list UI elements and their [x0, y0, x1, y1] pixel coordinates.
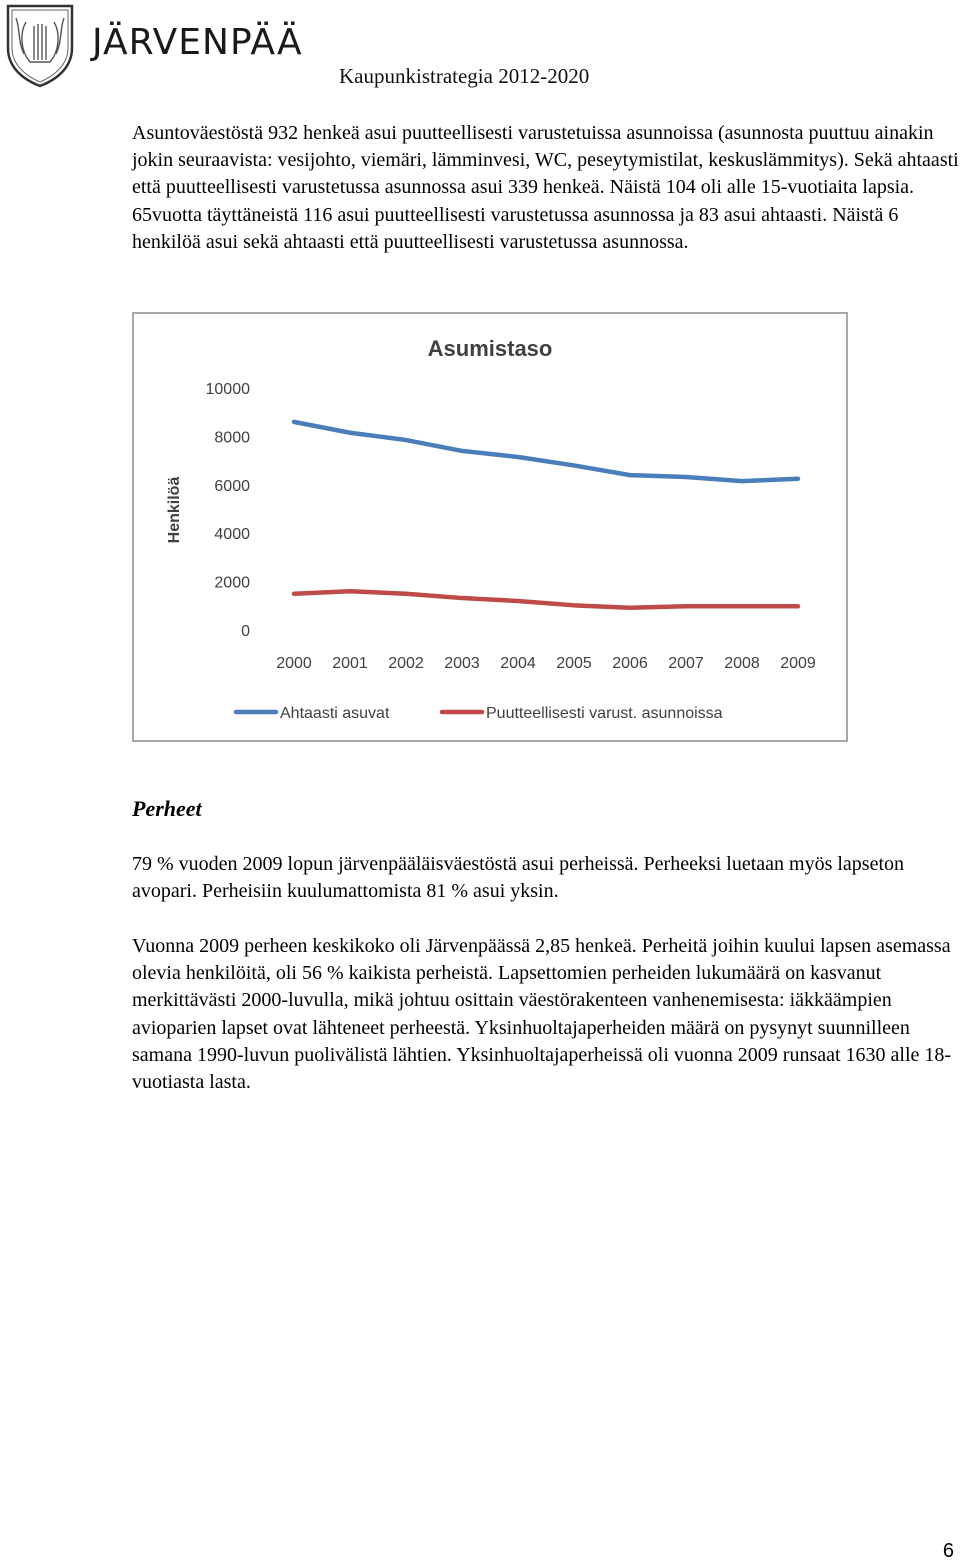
data-point	[797, 477, 800, 480]
x-tick-label: 2003	[444, 655, 480, 672]
data-point	[405, 592, 408, 595]
data-point	[461, 449, 464, 452]
x-tick-label: 2006	[612, 655, 648, 672]
x-tick-label: 2007	[668, 655, 704, 672]
y-tick-label: 0	[241, 623, 250, 640]
city-crest-logo	[2, 2, 78, 88]
y-tick-label: 8000	[214, 429, 250, 447]
x-tick-label: 2009	[780, 655, 816, 672]
data-point	[517, 599, 520, 602]
housing-level-chart	[134, 314, 846, 740]
x-tick-label: 2004	[500, 655, 536, 672]
data-point	[517, 455, 520, 458]
data-point	[629, 606, 632, 609]
legend-label: Ahtaasti asuvat	[280, 705, 390, 722]
data-point	[293, 420, 296, 423]
series-line-1	[294, 422, 798, 481]
data-point	[461, 597, 464, 600]
series-line-2	[294, 591, 798, 607]
section-heading: Perheet	[132, 796, 202, 821]
x-tick-label: 2002	[388, 655, 424, 672]
y-axis-label: Henkilöä	[166, 476, 183, 544]
families-paragraph-2: Vuonna 2009 perheen keskikoko oli Järvenpäässä 2,85 henkeä. Perheitä joihin kuului lapsen asemassa olevia henkilöitä, oli 56 % kaikista perheistä. Lapsettomien perheiden lukumäärä on kasvanut merkittävästi 2000-luvulla, mikä johtuu osittain väestörakenteen vanhenemisesta: iäkkäämpien avioparien lapset ovat lähteneet perheestä. Yksinhuoltajaperheiden määrä on pysynyt suunnilleen samana 1990-luvun puolivälistä lähtien. Yksinhuoltajaperheissä oli vuonna 2009 runsaat 1630 alle 18-vuotiasta lasta.	[132, 935, 952, 1094]
data-point	[293, 592, 296, 595]
x-tick-label: 2000	[276, 655, 312, 672]
intro-paragraph: Asuntoväestöstä 932 henkeä asui puutteellisesti varustetuissa asunnoissa (asunnosta puuttuu ainakin jokin seuraavista: vesijohto, viemäri, lämminvesi, WC, peseytymistilat, keskuslämmitys). Sekä ahtaasti että puutteellisesti varustetussa asunnossa asui 339 henkeä. Näistä 104 oli alle 15-vuotiaita lapsia. 65vuotta täyttäneistä 116 asui puutteellisesti varustetussa asunnossa ja 83 asui ahtaasti. Näistä 6 henkilöä asui sekä ahtaasti että puutteellisesti varustetussa asunnossa.	[132, 122, 959, 253]
data-point	[349, 590, 352, 593]
data-point	[573, 604, 576, 607]
x-tick-label: 2005	[556, 655, 592, 672]
x-tick-label: 2008	[724, 655, 760, 672]
data-point	[685, 476, 688, 479]
y-tick-label: 2000	[214, 574, 250, 592]
data-point	[573, 464, 576, 467]
data-point	[741, 480, 744, 483]
data-point	[797, 605, 800, 608]
families-paragraph-1: 79 % vuoden 2009 lopun järvenpääläisväestöstä asui perheissä. Perheeksi luetaan myös lapseton avopari. Perheisiin kuulumattomista 81 % asui yksin.	[132, 853, 905, 903]
legend-label: Puutteellisesti varust. asunnoissa	[486, 705, 723, 722]
document-title: Kaupunkistrategia 2012-2020	[339, 64, 590, 88]
data-point	[629, 474, 632, 477]
chart-frame	[132, 312, 848, 742]
y-tick-label: 10000	[205, 381, 250, 398]
y-tick-label: 4000	[214, 526, 250, 544]
x-tick-label: 2001	[332, 655, 368, 672]
y-tick-label: 6000	[214, 477, 250, 495]
data-point	[405, 439, 408, 442]
data-point	[741, 605, 744, 608]
data-point	[349, 431, 352, 434]
brand-name: JÄRVENPÄÄ	[92, 22, 303, 63]
page-number: 6	[942, 1540, 954, 1562]
chart-title: Asumistaso	[427, 336, 553, 361]
data-point	[685, 605, 688, 608]
